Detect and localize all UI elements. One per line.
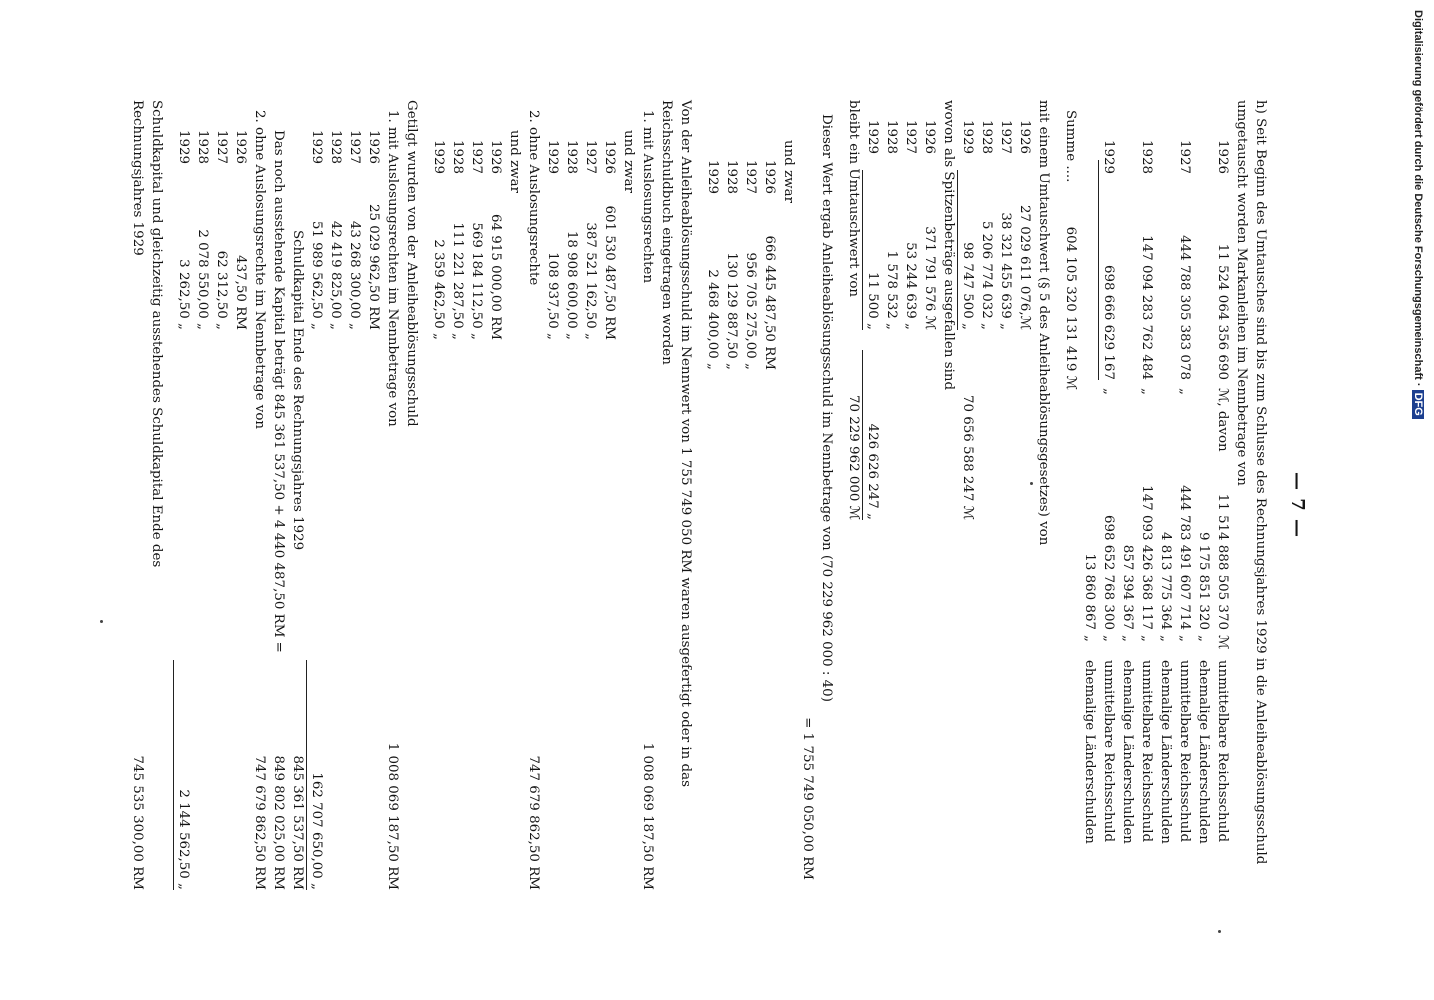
table-row: 1928 5 206 774 032 „ [979, 120, 994, 330]
footer-text: Digitalisierung gefördert durch die Deutsche Forschungsgemeinschaft [1412, 10, 1424, 380]
remaining-capital-row: Das noch ausstehende Kapital beträgt 845 361 537,50 + 4 440 487,50 RM = 849 802 025,00 RM [271, 130, 286, 890]
nominal-value-result: = 1 755 749 050,00 RM [800, 717, 815, 880]
table-row: 1926 11 524 064 356 690 ℳ, davon 11 514 888 505 370 ℳ unmittelbare Reichsschuld [1215, 140, 1230, 843]
table-row: 1926 25 029 962,50 RM [366, 130, 381, 330]
register-text: Von der Anleiheablösungsschuld im Nennwert von 1 755 749 050 RM waren ausgefertigt oder in das Reichsschuldbuch eingetragen worden [659, 100, 693, 787]
table-row: 1927 956 705 275,00 „ [743, 160, 758, 370]
und-zwar: und zwar [781, 140, 796, 203]
without-rights-row: 2. ohne Auslosungsrechte 747 679 862,50 RM [526, 110, 541, 890]
repaid-without-row: 2. ohne Auslosungsrechte im Nennbetrage von 747 679 862,50 RM [252, 110, 267, 890]
table-row: 1929 3 262,50 „ 2 144 562,50 „ [174, 100, 193, 910]
table-row: 1926 666 445 487,50 RM [762, 160, 777, 370]
table-row: 1927 569 184 112,50 „ [469, 140, 484, 340]
remaining-row: bleibt ein Umtauschwert von 70 229 962 000 ℳ [846, 100, 861, 520]
repaid-with-row: 1. mit Auslosungsrechten im Nennbetrage von 1 008 069 187,50 RM [385, 110, 400, 890]
table-row: 1926 64 915 000,00 RM [488, 140, 503, 340]
table-row: 1927 62 312,50 „ [214, 130, 229, 330]
rotated-document [100, 90, 1310, 920]
scan-speck [1218, 930, 1221, 933]
table-row: 1928 147 094 283 762 484 „ 147 093 426 368 117 „ unmittelbare Reichsschuld [1139, 140, 1154, 843]
table-row: 1929 11 500 „ 426 626 247 „ [863, 100, 882, 910]
table-row: 1927 38 321 455 639 „ [998, 120, 1013, 330]
conversion-table [1061, 100, 1232, 910]
capital-end-row: Schuldkapital Ende des Rechnungsjahres 1929 845 361 537,50 RM [290, 230, 305, 890]
table-row: 1926 27 029 611 076,ℳ [1017, 120, 1032, 330]
table-row: 1928 2 078 550,00 „ [195, 130, 210, 330]
table-row: 1926 371 791 576 ℳ [922, 120, 937, 330]
nominal-value-text: Dieser Wert ergab Anleiheablösungsschuld im Nennbetrage von (70 229 962 000 : 40) [819, 114, 834, 702]
table-row: 1926 601 530 487,50 RM [602, 140, 617, 340]
with-rights-row: 1. mit Auslosungsrechten 1 008 069 187,50 RM [640, 110, 655, 890]
final-row: Schuldkapital und gleichzeitig ausstehendes Schuldkapital Ende des Rechnungsjahres 1929 745 535 300,00 RM [130, 100, 164, 890]
repaid-label: Getilgt wurden von der Anleiheablösungsschuld [404, 100, 419, 427]
table-row: 1927 43 268 300,00 „ [347, 130, 362, 330]
table-row: 1927 444 788 305 383 078 „ 444 783 491 607 714 „ unmittelbare Reichsschuld [1177, 140, 1192, 843]
table-row: 1929 698 666 629 167 „ 698 652 768 300 „ unmittelbare Reichsschuld [1099, 100, 1118, 910]
table-row: 1928 18 908 600,00 „ [564, 140, 579, 340]
table-row: 1927 53 244 639 „ [903, 120, 918, 330]
digitization-footer: Digitalisierung gefördert durch die Deutsche Forschungsgemeinschaft · DFG [1412, 10, 1424, 419]
table-row: 1929 98 747 500 „ 70 656 588 247 ℳ [958, 100, 977, 910]
table-row: 1929 2 359 462,50 „ [431, 140, 446, 340]
sum-row: Summe .... 604 105 320 131 419 ℳ [1063, 110, 1078, 390]
fractional-label: wovon als Spitzenbeträge ausgefallen sind [941, 100, 956, 391]
dfg-logo: DFG [1412, 390, 1424, 419]
exchange-label: mit einem Umtauschwert (§ 5 des Anleiheablösungsgesetzes) von [1036, 100, 1051, 546]
table-row: 1929 51 989 562,50 „ 162 707 650,00 „ [307, 100, 326, 910]
table-row: 1928 111 221 287,50 „ [450, 140, 465, 340]
section-h-intro: h) Seit Beginn des Umtausches sind bis zum Schlusse des Rechnungsjahres 1929 in die Anleiheablösungsschuld umgetauscht worden Markanleihen im Nennbetrage von [1234, 100, 1268, 865]
table-row: 1928 130 129 887,50 „ [724, 160, 739, 370]
table-row: 1927 387 521 162,50 „ [583, 140, 598, 340]
und-zwar: und zwar [507, 130, 522, 193]
page-number: — 7 — [1287, 471, 1308, 539]
table-row: 857 394 367 „ ehemalige Länderschulden [1120, 544, 1135, 844]
table-row: 4 813 775 364 „ ehemalige Länderschulden [1158, 532, 1173, 844]
table-row: 1929 2 468 400,00 „ [705, 160, 720, 370]
table-row: 1928 1 578 532 „ [884, 120, 899, 330]
table-row: 1929 108 937,50 „ [545, 140, 560, 340]
table-row: 1926 437,50 RM [233, 130, 248, 330]
table-row: 9 175 851 320 „ ehemalige Länderschulden [1196, 532, 1211, 844]
und-zwar: und zwar [621, 130, 636, 193]
table-row: 1928 42 419 825,00 „ [328, 130, 343, 330]
table-row: 13 860 867 „ ehemalige Länderschulden [1082, 553, 1097, 844]
